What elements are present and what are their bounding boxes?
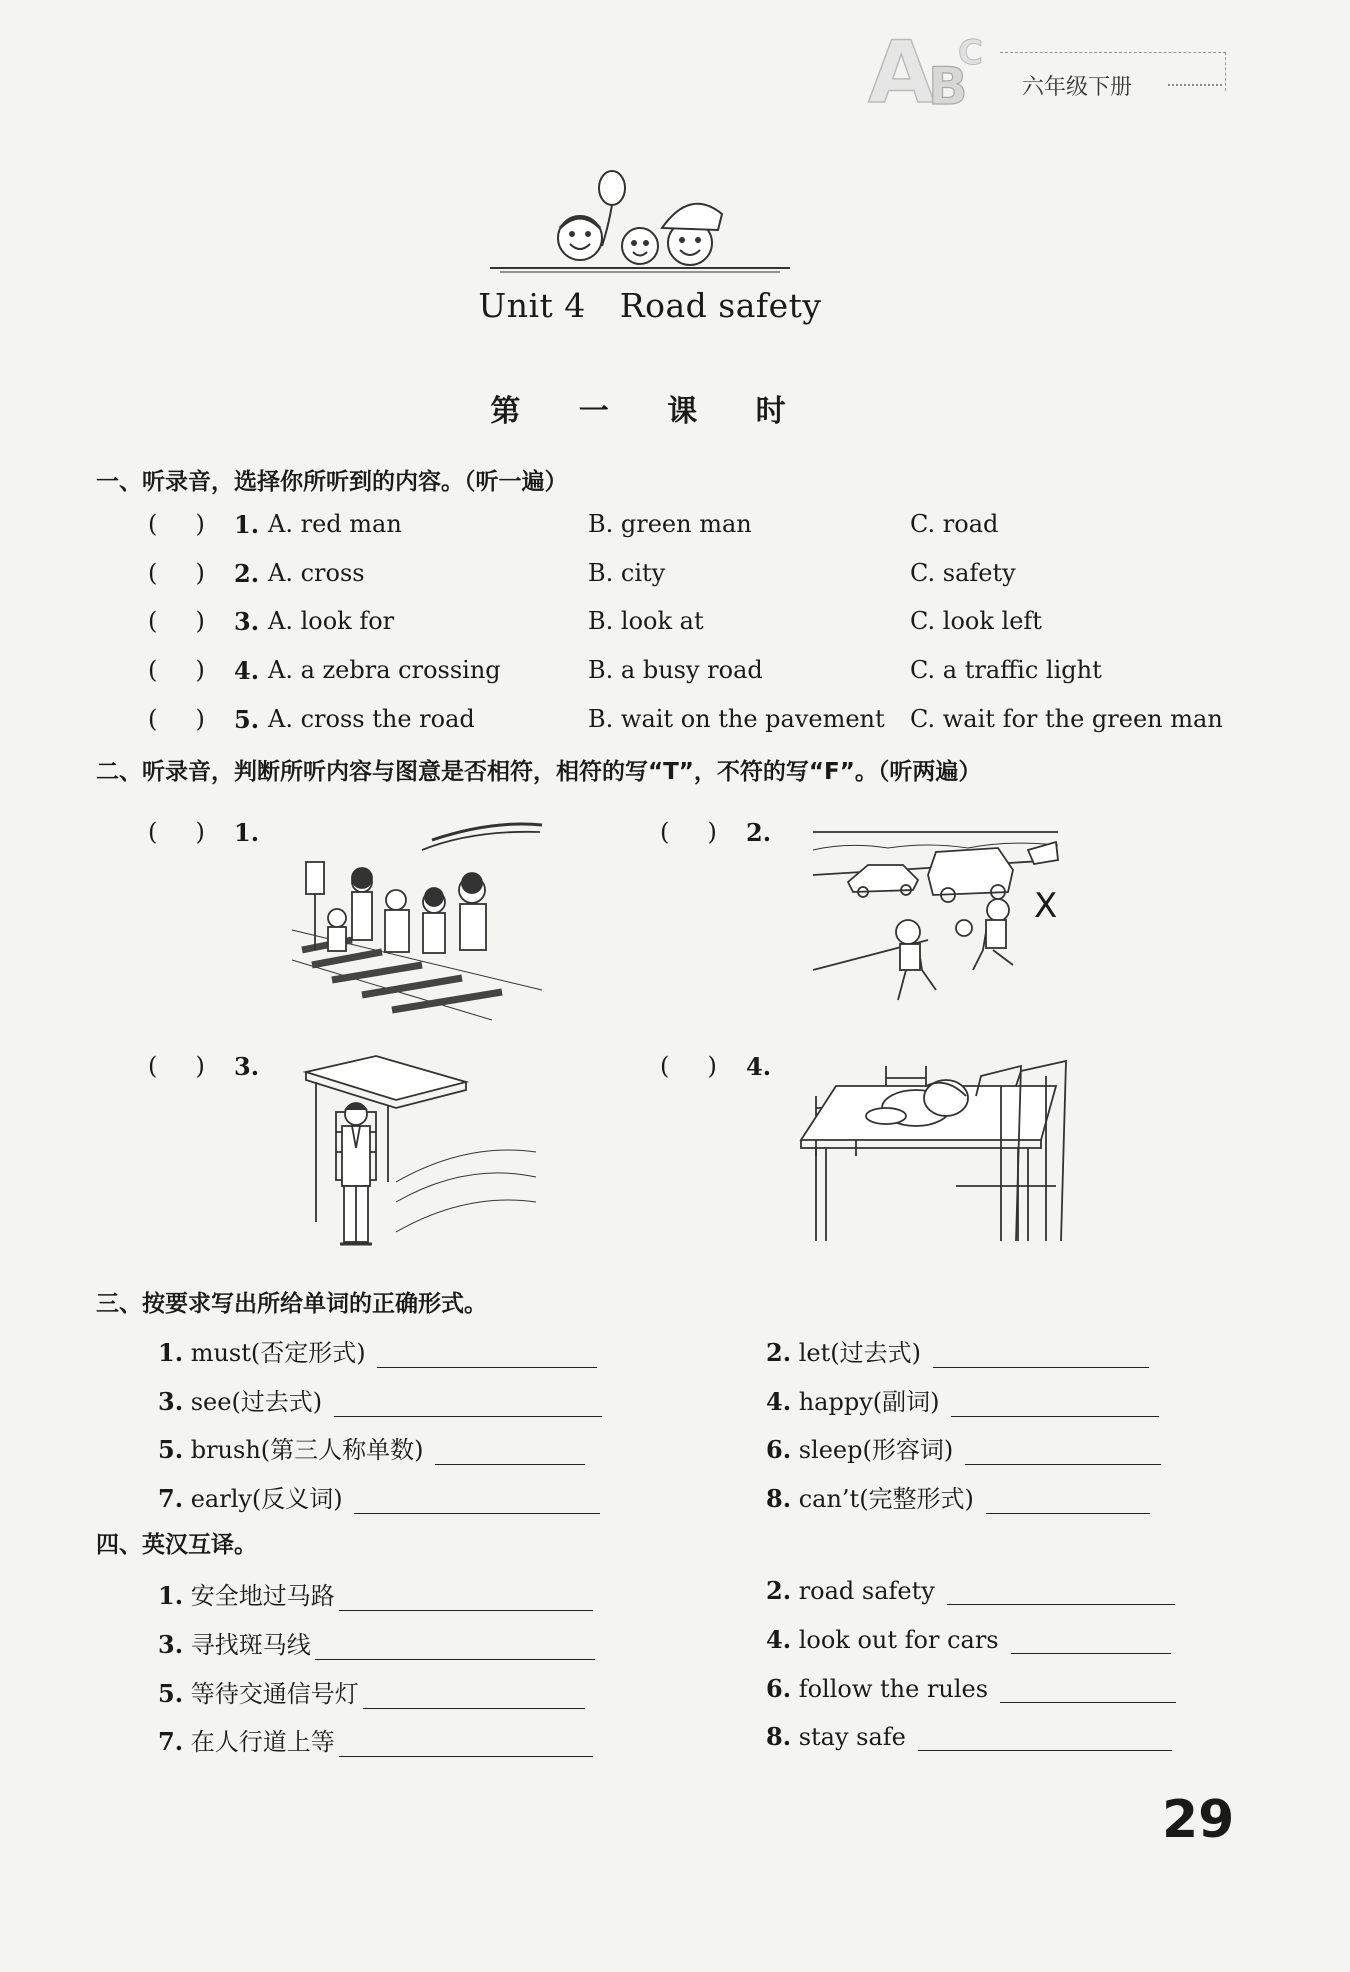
option-b: B. wait on the pavement — [588, 705, 885, 733]
phrase: follow the rules — [798, 1675, 989, 1703]
answer-paren[interactable]: ( ) — [660, 1052, 717, 1080]
option-b: B. look at — [588, 607, 704, 635]
answer-blank[interactable] — [965, 1442, 1161, 1465]
football-near-road-picture — [808, 820, 1068, 1014]
answer-blank[interactable] — [339, 1588, 593, 1611]
abc-logo — [866, 22, 996, 123]
word: can’t — [798, 1485, 860, 1513]
option-c: C. road — [910, 510, 999, 538]
item-number: 1. — [158, 1581, 184, 1610]
hint: (否定形式) — [250, 1339, 366, 1367]
list-item — [766, 1576, 1175, 1605]
hint: (形容词) — [862, 1436, 954, 1464]
list-item — [766, 1479, 1150, 1514]
item-number: 2. — [234, 559, 260, 588]
list-item — [766, 1674, 1176, 1703]
phrase: road safety — [798, 1577, 935, 1605]
item-number: 2. — [766, 1338, 792, 1367]
answer-blank[interactable] — [1000, 1680, 1176, 1703]
item-number: 1. — [234, 818, 260, 847]
dining-table-picture — [796, 1056, 1086, 1250]
option-c: C. a traffic light — [910, 656, 1102, 684]
option-b: B. city — [588, 559, 666, 587]
answer-paren[interactable]: ( ) — [148, 818, 205, 846]
word: sleep — [798, 1436, 863, 1464]
phrase: 在人行道上等 — [190, 1728, 335, 1756]
list-item — [766, 1382, 1159, 1417]
hint: (第三人称单数) — [260, 1436, 424, 1464]
cross-mark: X — [1034, 886, 1058, 926]
word: let — [798, 1339, 831, 1367]
grade-label: 六年级下册 — [1022, 75, 1133, 100]
item-number: 6. — [766, 1435, 792, 1464]
answer-paren[interactable]: ( ) — [148, 1052, 205, 1080]
hint: (过去式) — [231, 1388, 323, 1416]
bus-stop-picture — [296, 1052, 536, 1256]
svg-text:C: C — [958, 33, 983, 73]
svg-text:B: B — [928, 57, 968, 117]
hint: (副词) — [872, 1388, 940, 1416]
answer-paren[interactable]: ( ) — [148, 559, 205, 587]
answer-blank[interactable] — [933, 1345, 1149, 1368]
unit-label: Unit 4 — [478, 286, 586, 325]
option-a: A. cross the road — [268, 705, 475, 733]
option-a: A. cross — [268, 559, 365, 587]
hint: (完整形式) — [859, 1485, 974, 1513]
item-number: 4. — [746, 1052, 772, 1081]
option-a: A. look for — [268, 607, 395, 635]
item-number: 1. — [158, 1338, 184, 1367]
option-a: A. red man — [268, 510, 402, 538]
item-number: 3. — [234, 607, 260, 636]
phrase: 寻找斑马线 — [190, 1631, 311, 1659]
list-item — [158, 1625, 595, 1660]
item-number: 2. — [766, 1576, 792, 1605]
option-c: C. wait for the green man — [910, 705, 1223, 733]
list-item — [158, 1722, 593, 1757]
answer-paren[interactable]: ( ) — [148, 510, 205, 538]
answer-paren[interactable]: ( ) — [148, 607, 205, 635]
option-c: C. look left — [910, 607, 1042, 635]
item-number: 4. — [766, 1625, 792, 1654]
item-number: 8. — [766, 1484, 792, 1513]
list-item — [148, 510, 205, 538]
item-number: 3. — [158, 1630, 184, 1659]
item-number: 3. — [158, 1387, 184, 1416]
option-b: B. green man — [588, 510, 752, 538]
item-number: 1. — [234, 510, 260, 539]
option-c: C. safety — [910, 559, 1016, 587]
section1-title: 一、听录音，选择你所听到的内容。（听一遍） — [96, 469, 568, 495]
list-item — [766, 1625, 1171, 1654]
option-b: B. a busy road — [588, 656, 763, 684]
answer-blank[interactable] — [339, 1734, 593, 1757]
answer-blank[interactable] — [354, 1491, 600, 1514]
item-number: 8. — [766, 1722, 792, 1751]
item-number: 3. — [234, 1052, 260, 1081]
answer-blank[interactable] — [951, 1394, 1159, 1417]
list-item — [158, 1479, 600, 1514]
item-number: 5. — [158, 1679, 184, 1708]
unit-title — [0, 286, 1300, 325]
list-item — [158, 1674, 585, 1709]
item-number: 7. — [158, 1484, 184, 1513]
list-item — [158, 1382, 602, 1417]
list-item — [158, 1333, 597, 1368]
svg-text:A: A — [868, 23, 935, 123]
answer-blank[interactable] — [377, 1345, 597, 1368]
phrase: stay safe — [798, 1723, 906, 1751]
answer-blank[interactable] — [315, 1637, 595, 1660]
answer-blank[interactable] — [986, 1491, 1150, 1514]
answer-blank[interactable] — [947, 1582, 1175, 1605]
answer-blank[interactable] — [1011, 1631, 1171, 1654]
phrase: look out for cars — [798, 1626, 999, 1654]
unit-name: Road safety — [619, 286, 822, 325]
list-item — [158, 1576, 593, 1611]
list-item — [766, 1430, 1161, 1465]
kids-illustration — [490, 168, 800, 282]
answer-blank[interactable] — [435, 1442, 585, 1465]
page-number: 29 — [1162, 1790, 1235, 1850]
answer-blank[interactable] — [918, 1728, 1172, 1751]
list-item — [766, 1722, 1172, 1751]
section2-title: 二、听录音，判断所听内容与图意是否相符，相符的写“T”，不符的写“F”。（听两遍） — [96, 759, 982, 785]
hint: (反义词) — [251, 1485, 343, 1513]
item-number: 5. — [158, 1435, 184, 1464]
hint: (过去式) — [830, 1339, 921, 1367]
section4-title: 四、英汉互译。 — [96, 1532, 257, 1558]
answer-blank[interactable] — [363, 1686, 585, 1709]
item-number: 6. — [766, 1674, 792, 1703]
word: must — [190, 1339, 251, 1367]
item-number: 5. — [234, 705, 260, 734]
word: brush — [190, 1436, 261, 1464]
item-number: 2. — [746, 818, 772, 847]
answer-blank[interactable] — [334, 1394, 602, 1417]
word: early — [190, 1485, 252, 1513]
word: see — [190, 1388, 232, 1416]
answer-paren[interactable]: ( ) — [148, 656, 205, 684]
list-item — [766, 1333, 1149, 1368]
answer-paren[interactable]: ( ) — [660, 818, 717, 846]
word: happy — [798, 1388, 873, 1416]
phrase: 等待交通信号灯 — [190, 1680, 359, 1708]
item-number: 4. — [766, 1387, 792, 1416]
item-number: 4. — [234, 656, 260, 685]
zebra-crossing-picture — [292, 820, 542, 1024]
section3-title: 三、按要求写出所给单词的正确形式。 — [96, 1291, 487, 1317]
answer-paren[interactable]: ( ) — [148, 705, 205, 733]
list-item — [158, 1430, 585, 1465]
item-number: 7. — [158, 1727, 184, 1756]
option-a: A. a zebra crossing — [268, 656, 501, 684]
header-dots — [1168, 74, 1222, 86]
phrase: 安全地过马路 — [190, 1582, 335, 1610]
lesson-title: 第 一 课 时 — [490, 394, 810, 429]
